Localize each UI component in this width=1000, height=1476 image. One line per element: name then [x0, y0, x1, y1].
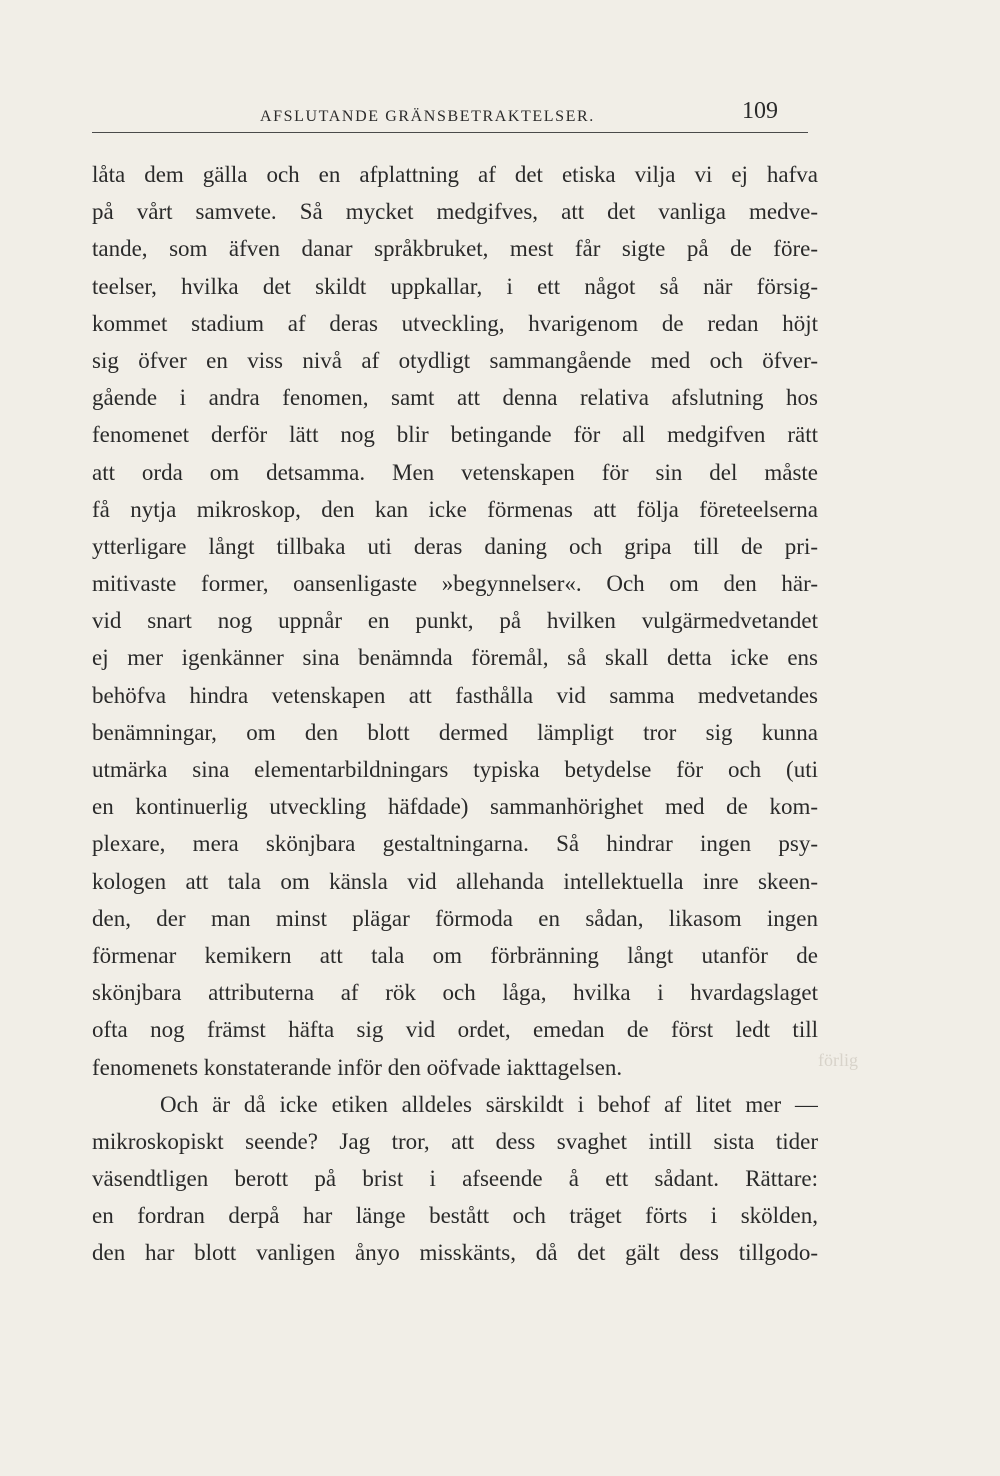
text-line: kommet stadium af deras utveckling, hvarigenom de redan höjt	[92, 310, 818, 336]
text-line: ytterligare långt tillbaka uti deras daning och gripa till de pri-	[92, 533, 818, 559]
text-line: att orda om detsamma. Men vetenskapen för sin del måste	[92, 459, 818, 485]
text-line: mikroskopiskt seende? Jag tror, att dess svaghet intill sista tider	[92, 1128, 818, 1154]
text-line: plexare, mera skönjbara gestaltningarna. Så hindrar ingen psy-	[92, 831, 818, 857]
text-line: den, der man minst plägar förmoda en sådan, likasom ingen	[92, 905, 818, 931]
header-rule	[92, 132, 808, 133]
text-line: ej mer igenkänner sina benämnda föremål, så skall detta icke ens	[92, 645, 818, 671]
text-line: skönjbara attributerna af rök och låga, hvilka i hvardagslaget	[92, 980, 818, 1006]
running-title: AFSLUTANDE GRÄNSBETRAKTELSER.	[260, 108, 595, 125]
text-line: en fordran derpå har länge bestått och träget förts i skölden,	[92, 1203, 818, 1229]
text-line: få nytja mikroskop, den kan icke förmenas att följa företeelserna	[92, 496, 818, 522]
text-line: fenomenet derför lätt nog blir betingande för all medgifven rätt	[92, 422, 818, 448]
text-line: på vårt samvete. Så mycket medgifves, att det vanliga medve-	[92, 199, 818, 225]
running-head	[92, 96, 808, 132]
text-line: låta dem gälla och en afplattning af det etiska vilja vi ej hafva	[92, 162, 818, 187]
body-text	[92, 156, 818, 1272]
text-line-paragraph-start: Och är då icke etiken alldeles särskildt i behof af litet mer —	[160, 1091, 818, 1117]
text-line: väsendtligen berott på brist i afseende å ett sådant. Rättare:	[92, 1166, 818, 1192]
show-through-text: förlig	[818, 1050, 858, 1070]
page-number: 109	[742, 98, 778, 124]
text-line: gående i andra fenomen, samt att denna relativa afslutning hos	[92, 385, 818, 411]
text-line: vid snart nog uppnår en punkt, på hvilken vulgärmedvetandet	[92, 608, 818, 634]
text-line: sig öfver en viss nivå af otydligt sammangående med och öfver-	[92, 347, 818, 373]
text-line: utmärka sina elementarbildningars typiska betydelse för och (uti	[92, 757, 818, 782]
text-line-paragraph-end: fenomenets konstaterande inför den oöfvade iakttagelsen.	[92, 1054, 623, 1080]
text-line: mitivaste former, oansenligaste »begynnelser«. Och om den här-	[92, 571, 818, 597]
text-line: teelser, hvilka det skildt uppkallar, i ett något så när försig-	[92, 273, 818, 299]
text-line: behöfva hindra vetenskapen att fasthålla vid samma medvetandes	[92, 682, 818, 708]
text-line: ofta nog främst häfta sig vid ordet, emedan de först ledt till	[92, 1017, 818, 1043]
text-line: kologen att tala om känsla vid allehanda intellektuella inre skeen-	[92, 868, 818, 894]
text-line: förmenar kemikern att tala om förbränning långt utanför de	[92, 942, 818, 968]
text-line: den har blott vanligen ånyo misskänts, då det gält dess tillgodo-	[92, 1240, 818, 1266]
text-line: tande, som äfven danar språkbruket, mest får sigte på de före-	[92, 236, 818, 262]
text-line: en kontinuerlig utveckling häfdade) sammanhörighet med de kom-	[92, 794, 818, 820]
text-line: benämningar, om den blott dermed lämpligt tror sig kunna	[92, 719, 818, 745]
